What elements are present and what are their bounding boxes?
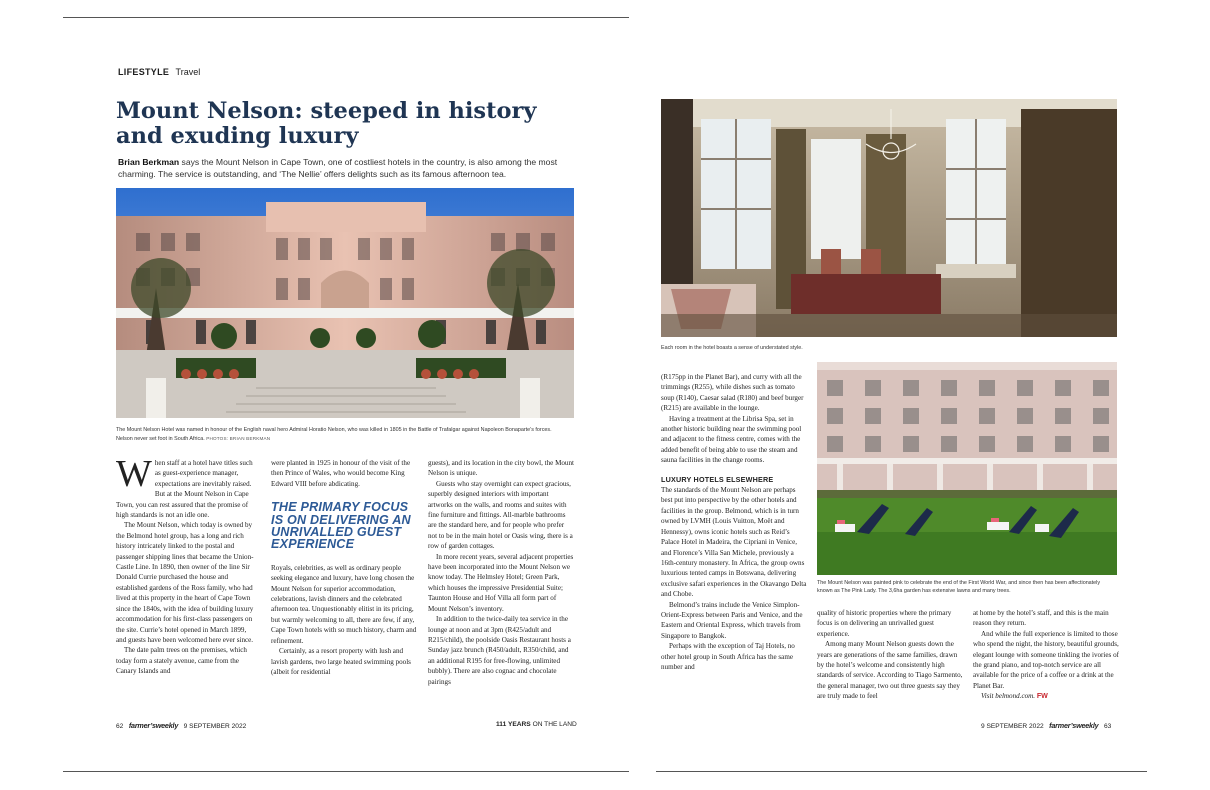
right-column-1: (R175pp in the Planet Bar), and curry with all the trimmings (R255), while dishes such as tomato soup (R140), Caesar salad (R180) and beef burger (R215) are available in the lounge. Having a treatment at the Librisa Spa, set in another historic building near the swimming pool and adjacent to the fitness centre, comes with the added benefit of being able to use the steam and sauna facilities in the change rooms. LUXURY HOTELS ELSEWHERE The standards of the Mount Nelson are perhaps best put into perspective by the other hotels and facilities in the group. Belmond, which is in turn owned by LVMH (Louis Vuitton, Moët and Hennessy), owns iconic hotels such as Reid’s Palace Hotel in Madeira, the Cipriani in Venice, and Florence’s Villa San Michele, previously a 16th-century monastery. In Africa, the group owns luxurious tented camps in Botswana, delivering exclusive safari experiences in the Okavango Delta and Chobe. Belmond’s trains include the Venice Simplon-Orient-Express between Paris and Venice, and the Eastern and Oriental Express, which travels from Singapore to Bangkok. Perhaps with the exception of Taj Hotels, no other hotel group in South Africa has the same number and — [661, 373, 807, 671]
hotel-lawn-photo — [817, 362, 1117, 575]
subsection-name: Travel — [175, 67, 201, 77]
byline-author: Brian Berkman — [118, 157, 180, 167]
anniversary-footer: 111 YEARS ON THE LAND — [496, 721, 577, 728]
page-number: 63 — [1103, 723, 1112, 730]
left-column-2: were planted in 1925 in honour of the visit of the then Prince of Wales, who would become King Edward VIII before abdicating. THE PRIMARY FOCUS IS ON DELIVERING AN UNRIVALLED GUEST EXPERIENCE Royals, celebrities, as well as ordinary people seeking elegance and luxury, have long chosen the Mount Nelson for superior accommodation, celebrations, lavish dinners and the celebrated afternoon tea. Unquestionably elitist in its pricing, but warmly welcoming to all, there are few, if any, Cape Town hotels with so much history, charm and refinement. Certainly, as a resort property with lush and lavish gardens, two large heated swimming pools (albeit for residential — [271, 459, 417, 676]
footer-date: 9 SEPTEMBER 2022 — [981, 723, 1044, 730]
hotel-room-photo — [661, 99, 1117, 337]
section-name: LIFESTYLE — [118, 67, 170, 77]
left-column-1: When staff at a hotel have titles such as guest-experience manager, expectations are inevitably raised. But at the Mount Nelson in Cape Town, you can rest assured that the promise of high standards is not an idle one. The Mount Nelson, which today is owned by the Belmond hotel group, has a long and rich history intricately linked to the postal and passenger shipping lines that became the Union-Castle Line. In 1890, then owner of the line Sir Donald Currie purchased the house and established gardens of the Ross family, who had lived at this property in the heart of Cape Town since the 1840s, with the idea of building luxury accommodation for his first-class passengers on the site. Currie’s hotel opened in March 1899, and guests have been welcomed here ever since. The date palm trees on the premises, which today form a stately avenue, came from the Canary Islands and — [116, 453, 254, 676]
bottom-rule-right — [656, 771, 1147, 772]
fw-end-mark: FW — [1036, 692, 1048, 701]
standfirst: Brian Berkman says the Mount Nelson in Cape Town, one of costliest hotels in the country, is also among the most charming. The service is outstanding, and ‘The Nellie’ offers delights such as its famous afternoon tea. — [118, 157, 558, 179]
hotel-facade-photo — [116, 188, 574, 418]
visit-link-text: Visit belmond.com. — [981, 692, 1036, 701]
right-page-footer — [981, 721, 1111, 730]
room-photo-caption: Each room in the hotel boasts a sense of understated style. — [661, 345, 803, 351]
luxury-hotels-subhead: LUXURY HOTELS ELSEWHERE — [661, 474, 774, 484]
top-rule — [63, 17, 629, 18]
footer-date: 9 SEPTEMBER 2022 — [183, 723, 247, 730]
section-label — [118, 67, 200, 77]
footer-brand-logo: farmer’sweekly — [1049, 721, 1099, 730]
facade-photo-caption: The Mount Nelson Hotel was named in honour of the English naval hero Admiral Horatio Nelson, who was killed in 1805 in the Battle of Trafalgar against Napoleon Bonaparte’s forces. Nelson never set foot in South Africa. PHOTOS: BRIAN BERKMAN — [116, 427, 552, 442]
pull-quote: THE PRIMARY FOCUS IS ON DELIVERING AN UNRIVALLED GUEST EXPERIENCE — [271, 500, 411, 552]
right-column-2: quality of historic properties where the primary focus is on delivering an unrivalled guest experience. Among many Mount Nelson guests down the years are generations of the same families, drawn by the hotel’s welcome and consistently high standards of service. According to Tiago Sarmento, the general manager, two out three guests say they are truly made to feel — [817, 609, 963, 701]
article-headline: Mount Nelson: steeped in history and exuding luxury — [116, 98, 537, 149]
photo-credit: PHOTOS: BRIAN BERKMAN — [206, 435, 271, 441]
footer-brand-logo: farmer’sweekly — [128, 721, 179, 730]
left-page-footer — [116, 721, 246, 730]
bottom-rule-left — [63, 771, 629, 772]
left-column-3: guests), and its location in the city bowl, the Mount Nelson is unique. Guests who stay overnight can expect gracious, superbly designed interiors with important artworks on the walls, and rooms and suites with fine furniture and fittings. All-marble bathrooms are the standard here, and for people who prefer not to be in the main hotel or Oasis wing, there is a row of garden cottages. In more recent years, several adjacent properties have been incorporated into the Mount Nelson we know today. The Helmsley Hotel; Green Park, which houses the impressive Presidential Suite; Taunton House and Hof Villa all form part of Mount Nelson’s inventory. In addition to the twice-daily tea service in the lounge at noon and at 3pm (R425/adult and R215/child), the poolside Oasis Restaurant hosts a Sunday jazz brunch (R450/adult, R350/child, and an additional R195 for free-flowing, unlimited bubbly). There are also cognac and chocolate pairings — [428, 459, 574, 686]
drop-cap: W — [116, 453, 152, 495]
page-number: 62 — [116, 723, 124, 730]
lawn-photo-caption: The Mount Nelson was painted pink to celebrate the end of the First World War, and since then has been affectionately known as The Pink Lady. The 3,6ha garden has extensive lawns and many trees. — [817, 580, 1101, 594]
right-column-3: at home by the hotel’s staff, and this is the main reason they return. And while the full experience is limited to those who spend the night, the history, beautiful grounds, elegant lounge with someone tinkling the ivories of the grand piano, and top-notch service are all available for the price of a coffee or a drink at the Planet Bar. Visit belmond.com. FW — [973, 609, 1119, 701]
